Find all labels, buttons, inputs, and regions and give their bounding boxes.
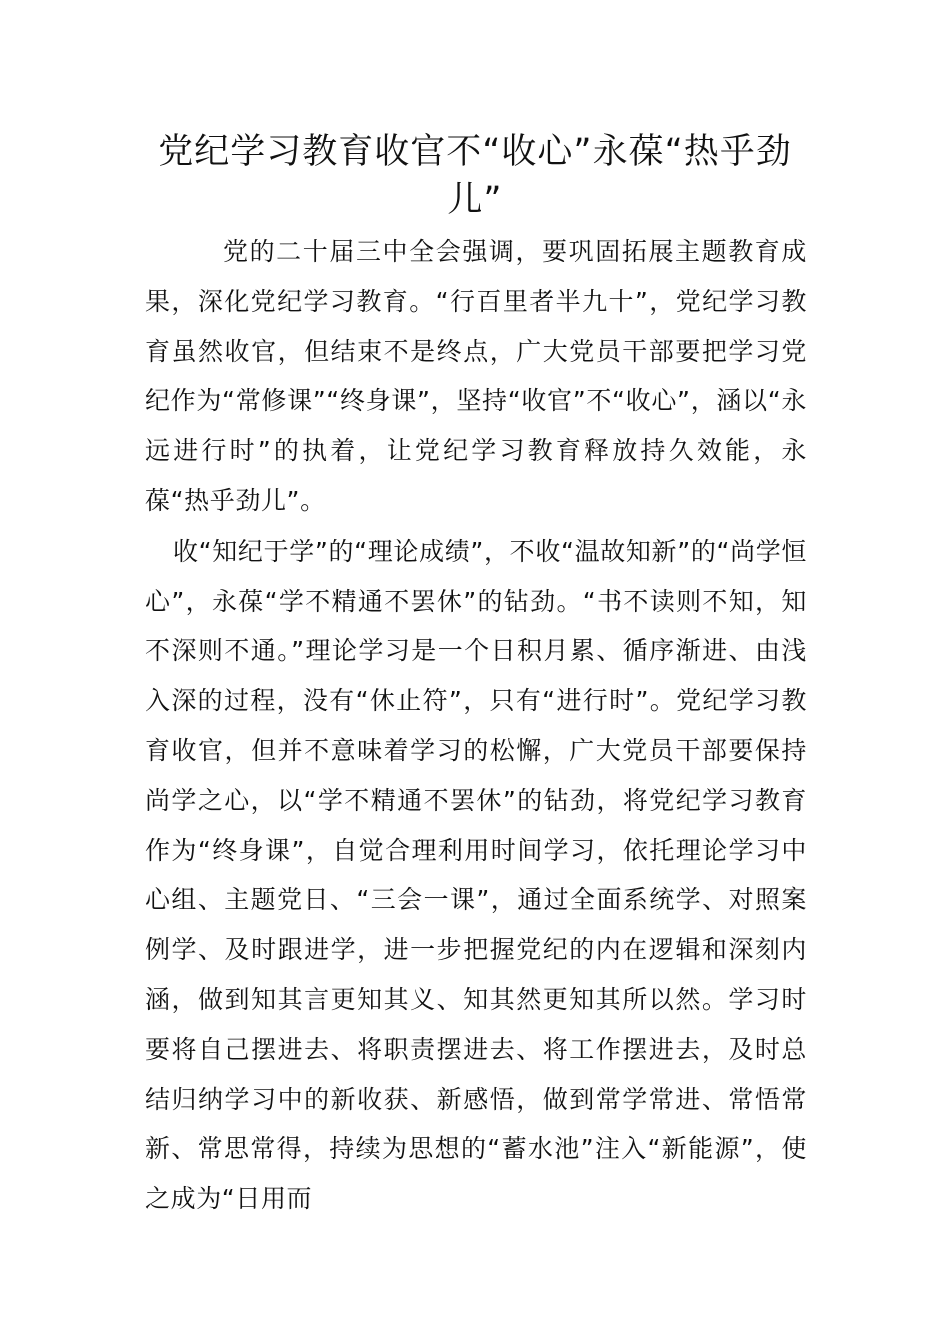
paragraph-study: 收“知纪于学”的“理论成绩”，不收“温故知新”的“尚学恒心”，永葆“学不精通不罢休”的钻劲。“书不读则不知，知不深则不通。”理论学习是一个日积月累、循序渐进、由浅入深的过程，没有“休止符”，只有“进行时”。党纪学习教育收官，但并不意味着学习的松懈，广大党员干部要保持尚学之心，以“学不精通不罢休”的钻劲，将党纪学习教育作为“终身课”，自觉合理利用时间学习，依托理论学习中心组、主题党日、“三会一课”，通过全面系统学、对照案例学、及时跟进学，进一步把握党纪的内在逻辑和深刻内涵，做到知其言更知其义、知其然更知其所以然。学习时要将自己摆进去、将职责摆进去、将工作摆进去，及时总结归纳学习中的新收获、新感悟，做到常学常进、常悟常新、常思常得，持续为思想的“蓄水池”注入“新能源”，使之成为“日用而	[145, 536, 807, 1214]
document-title: 党纪学习教育收官不“收心”永葆“热乎劲儿”	[158, 132, 792, 220]
paragraph-intro: 党的二十届三中全会强调，要巩固拓展主题教育成果，深化党纪学习教育。“行百里者半九十”，党纪学习教育虽然收官，但结束不是终点，广大党员干部要把学习党纪作为“常修课”“终身课”，坚持“收官”不“收心”，涵以“永远进行时”的执着，让党纪学习教育释放持久效能，永葆“热乎劲儿”。	[145, 237, 807, 515]
document-body	[145, 227, 807, 1224]
